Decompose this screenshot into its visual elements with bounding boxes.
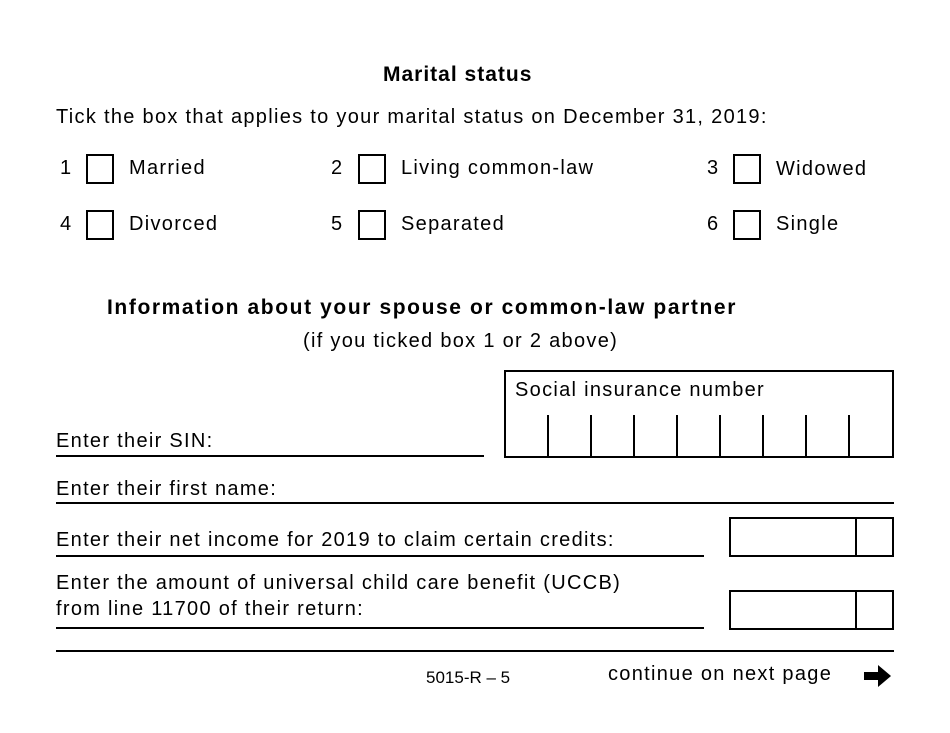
married-checkbox[interactable] [86,154,114,184]
net-income-underline [56,555,704,557]
spouse-info-heading: Information about your spouse or common-law partner [107,296,737,319]
option-number-1: 1 [60,157,72,179]
sin-label: Enter their SIN: [56,430,214,452]
living-common-law-label: Living common-law [401,157,595,179]
sin-cell-divider [633,415,635,458]
first-name-label: Enter their first name: [56,478,278,500]
sin-cell-divider [676,415,678,458]
single-checkbox[interactable] [733,210,761,240]
widowed-checkbox[interactable] [733,154,761,184]
sin-cell-divider [805,415,807,458]
sin-box-label: Social insurance number [515,379,766,401]
sin-label-underline [56,455,484,457]
married-label: Married [129,157,206,179]
option-number-4: 4 [60,213,72,235]
spouse-info-subheading: (if you ticked box 1 or 2 above) [303,330,619,352]
sin-cell-divider [547,415,549,458]
uccb-underline [56,627,704,629]
cents-divider [855,519,857,555]
footer-divider [56,650,894,652]
separated-checkbox[interactable] [358,210,386,240]
sin-cell-divider [848,415,850,458]
uccb-label-line2: from line 11700 of their return: [56,598,365,620]
option-number-2: 2 [331,157,343,179]
option-number-3: 3 [707,157,719,179]
living-common-law-checkbox[interactable] [358,154,386,184]
first-name-field-line[interactable] [56,502,894,504]
single-label: Single [776,213,840,235]
sin-cell-divider [719,415,721,458]
cents-divider [855,592,857,628]
marital-status-instruction: Tick the box that applies to your marital status on December 31, 2019: [56,106,768,128]
sin-cell-divider [762,415,764,458]
uccb-amount-box[interactable] [729,590,894,630]
widowed-label: Widowed [776,158,868,180]
sin-input-box[interactable] [504,370,894,458]
right-arrow-icon [864,664,892,688]
marital-status-heading: Marital status [383,63,533,86]
uccb-label-line1: Enter the amount of universal child care benefit (UCCB) [56,572,622,594]
separated-label: Separated [401,213,505,235]
continue-text: continue on next page [608,663,833,685]
net-income-amount-box[interactable] [729,517,894,557]
option-number-5: 5 [331,213,343,235]
net-income-label: Enter their net income for 2019 to claim certain credits: [56,529,615,551]
sin-cell-divider [590,415,592,458]
divorced-label: Divorced [129,213,219,235]
divorced-checkbox[interactable] [86,210,114,240]
form-number: 5015-R – 5 [426,668,511,687]
option-number-6: 6 [707,213,719,235]
